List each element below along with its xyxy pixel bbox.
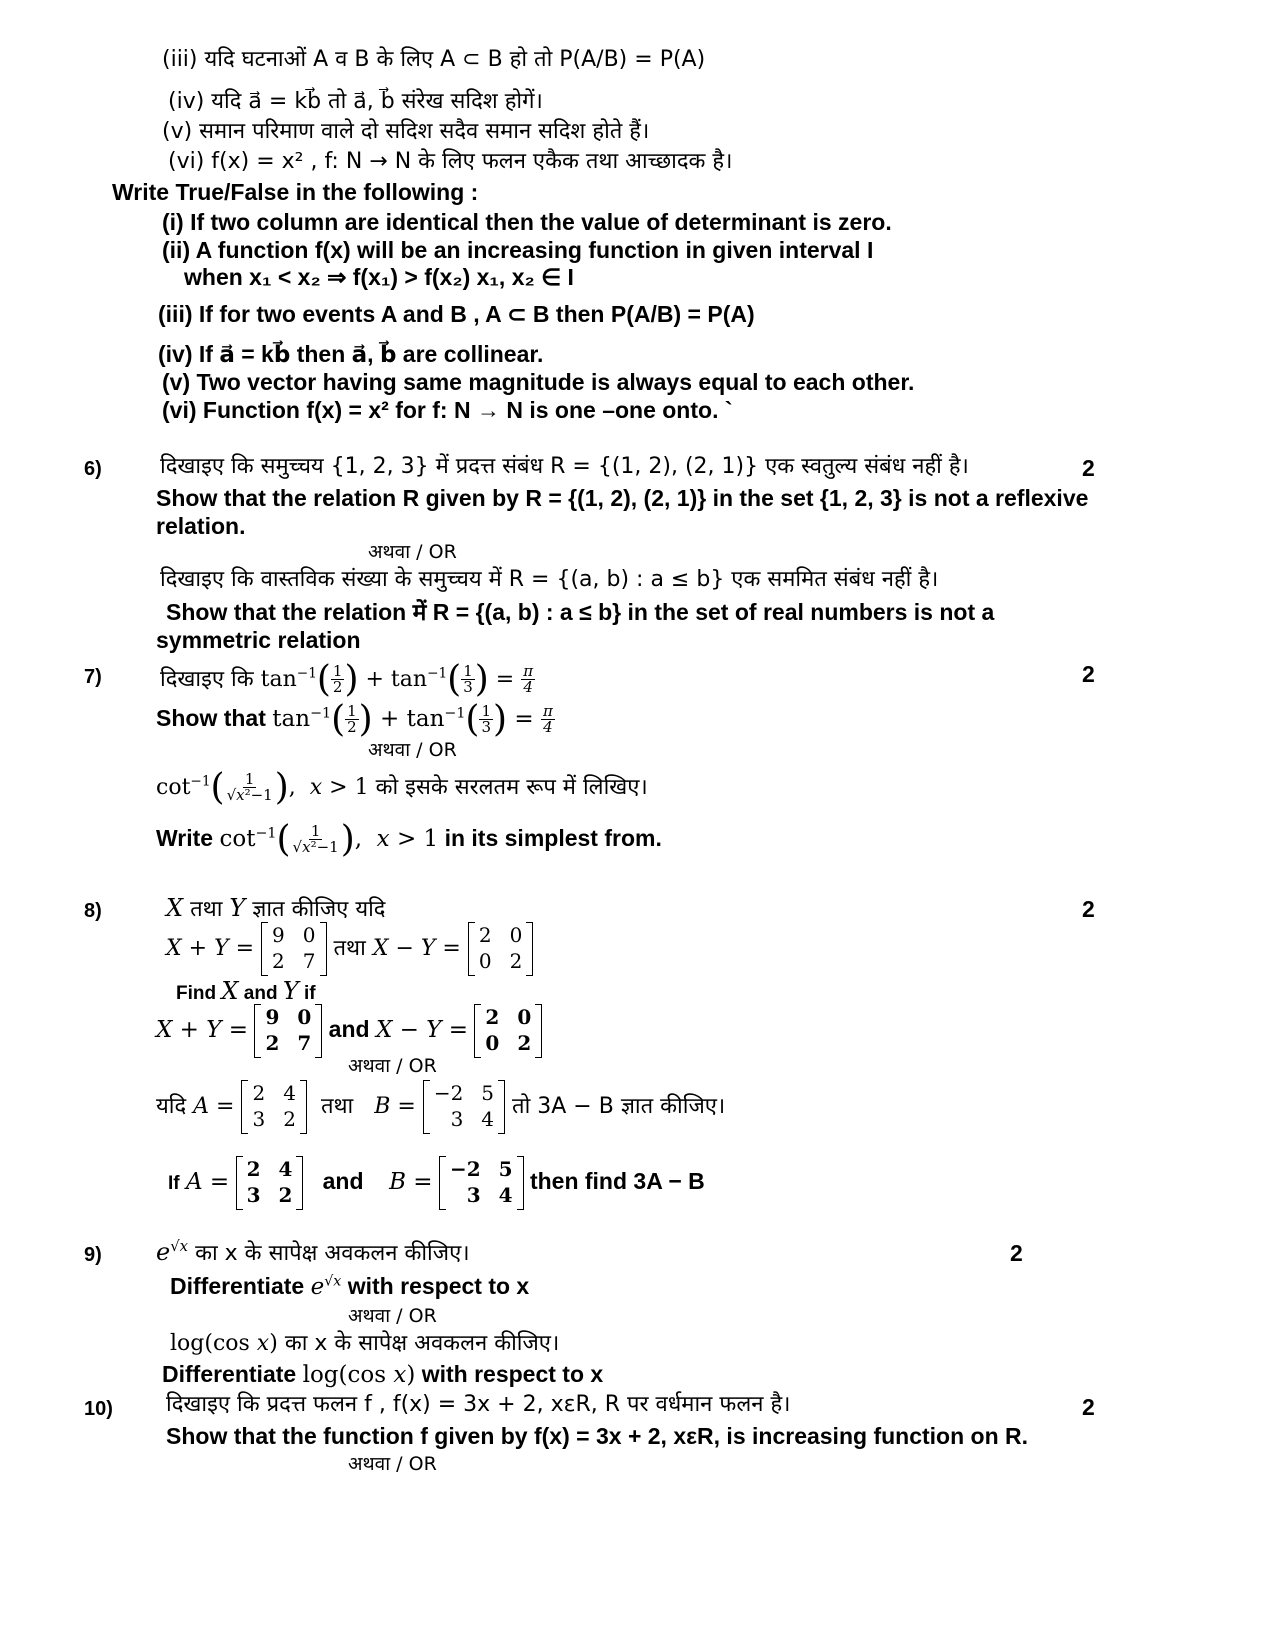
q10-marks: 2	[1082, 1394, 1095, 1420]
q9-english: Differentiate $e^{√x}$ with respect to x	[170, 1273, 530, 1300]
q10-hindi: दिखाइए कि प्रदत्त फलन f , f(x) = 3x + 2, xεR, R पर वर्धमान फलन है।	[166, 1392, 791, 1417]
q10-or-label: अथवा / OR	[348, 1453, 437, 1475]
q6-alt-english-line1: Show that the relation में R = {(a, b) : a ≤ b} in the set of real numbers is not a	[166, 599, 995, 625]
q7-alt-english-suffix: in its simplest from.	[444, 824, 662, 851]
q8-number: 8)	[84, 900, 102, 922]
tf-en-iv: (iv) If a⃗ = kb⃗ then a⃗, b⃗ are collinear.	[158, 341, 544, 367]
q9-or-label: अथवा / OR	[348, 1305, 437, 1327]
q9-hindi: $e^{√x}$ का x के सापेक्ष अवकलन कीजिए।	[156, 1237, 470, 1266]
tf-hindi-v: (v) समान परिमाण वाले दो सदिश सदैव समान सदिश होते हैं।	[162, 119, 650, 144]
tf-en-vi: (vi) Function f(x) = x² for f: N → N is one –one onto. `	[162, 397, 733, 423]
q7-marks: 2	[1082, 661, 1095, 687]
q9-hindi-text: का x के सापेक्ष अवकलन कीजिए।	[195, 1241, 470, 1266]
q6-alt-hindi: दिखाइए कि वास्तविक संख्या के समुच्चय में R = {(a, b) : a ≤ b} एक सममित संबंध नहीं है।	[160, 567, 939, 592]
q8-hindi-and: तथा	[333, 936, 366, 961]
q7-number: 7)	[84, 666, 102, 688]
q6-or-label: अथवा / OR	[368, 541, 457, 563]
q7-english-equation: $\tan^{-1}$( $\frac{1}{2}$ ) + $\tan^{-1}$( $\frac{1}{3}$ ) = $\frac{\pi}{4}$	[272, 699, 553, 740]
q7-alt-english-prefix: Write	[156, 824, 214, 851]
q8-hindi-title: X तथा Y ज्ञात कीजिए यदि	[166, 894, 386, 922]
q7-alt-hindi-suffix: को इसके सरलतम रूप में लिखिए।	[375, 774, 648, 800]
q8-alt-english-if: If	[168, 1173, 180, 1195]
q8-alt-hindi-if: यदि	[156, 1094, 187, 1119]
q7-hindi-prefix: दिखाइए कि	[160, 666, 254, 692]
q8-english-title: Find X and Y if	[176, 977, 316, 1005]
q7-alt-hindi	[156, 768, 648, 808]
q8-english-find: Find	[176, 983, 217, 1004]
matrix-b-hi: −2 5 3 4	[423, 1080, 505, 1134]
q8-english-and: and	[243, 983, 278, 1004]
q8-alt-english: If A = 2 4 3 2 and B = −2 5 3 4 then find 3A − B	[168, 1156, 705, 1210]
tf-en-v: (v) Two vector having same magnitude is always equal to each other.	[162, 369, 915, 395]
tf-en-ii-b: when x₁ < x₂ ⇒ f(x₁) > f(x₂) x₁, x₂ ∈ I	[184, 264, 574, 290]
q9-alt-hindi-text: का x के सापेक्ष अवकलन कीजिए।	[284, 1331, 560, 1356]
q7-alt-english	[156, 820, 662, 860]
q8-english-if: if	[303, 983, 316, 1004]
q9-alt-english-prefix: Differentiate	[162, 1361, 297, 1387]
q8-marks: 2	[1082, 896, 1095, 922]
q8-hindi-title-end: ज्ञात कीजिए यदि	[252, 897, 386, 922]
q8-alt-hindi-end: तो 3A − B ज्ञात कीजिए।	[512, 1094, 726, 1119]
matrix-b-en: −2 5 3 4	[439, 1156, 524, 1210]
matrix-sum-hi: 9 0 2 7	[261, 922, 326, 976]
q7-hindi-equation: $\tan^{-1}$( $\frac{1}{2}$ ) + $\tan^{-1}$( $\frac{1}{3}$ ) = $\frac{\pi}{4}$	[260, 659, 534, 700]
tf-hindi-iv: (iv) यदि a⃗ = kb⃗ तो a⃗, b⃗ संरेख सदिश होगें।	[168, 89, 543, 114]
q10-number: 10)	[84, 1398, 113, 1420]
q9-alt-english-suffix: with respect to x	[421, 1361, 604, 1387]
tf-en-iii: (iii) If for two events A and B , A ⊂ B then P(A/B) = P(A)	[158, 301, 755, 327]
q8-hindi-equations: X + Y = 9 0 2 7 तथा X − Y = 2 0 0 2	[166, 922, 533, 976]
q7-alt-english-expression: $\cot^{-1}$( $\frac{1}{\text{√x²−1}}$ ), x > 1	[219, 819, 439, 860]
q9-alt-english: Differentiate log(cos x) with respect to x	[162, 1361, 604, 1388]
q7-english-prefix: Show that	[156, 704, 266, 731]
q6-english-line1: Show that the relation R given by R = {(1, 2), (2, 1)} in the set {1, 2, 3} is not a reflexive	[156, 485, 1089, 511]
q6-alt-english-line2: symmetric relation	[156, 627, 361, 653]
q6-english-line2: relation.	[156, 513, 246, 539]
q8-english-equations: X + Y = 9 0 2 7 and X − Y = 2 0 0 2	[156, 1004, 542, 1058]
tf-hindi-iii: (iii) यदि घटनाओं A व B के लिए A ⊂ B हो तो P(A/B) = P(A)	[162, 47, 706, 72]
q9-number: 9)	[84, 1244, 102, 1266]
q8-hindi-title-and: तथा	[190, 897, 223, 922]
tf-en-i: (i) If two column are identical then the value of determinant is zero.	[162, 209, 892, 235]
q6-marks: 2	[1082, 455, 1095, 481]
q7-or-label: अथवा / OR	[368, 739, 457, 761]
q7-english	[156, 700, 555, 740]
tf-hindi-vi: (vi) f(x) = x² , f: N → N के लिए फलन एकैक तथा आच्छादक है।	[168, 149, 733, 174]
q8-alt-hindi-and: तथा	[320, 1094, 354, 1119]
q9-alt-hindi: log(cos x) का x के सापेक्ष अवकलन कीजिए।	[170, 1331, 560, 1356]
q7-alt-hindi-expression: $\cot^{-1}$( $\frac{1}{\text{√x²−1}}$ ), x > 1	[156, 767, 369, 808]
matrix-a-hi: 2 4 3 2	[241, 1080, 306, 1134]
tf-heading: Write True/False in the following :	[112, 179, 479, 205]
q9-english-suffix: with respect to x	[347, 1273, 530, 1299]
matrix-diff-en: 2 0 0 2	[474, 1004, 542, 1058]
q6-number: 6)	[84, 458, 102, 480]
matrix-a-en: 2 4 3 2	[236, 1156, 304, 1210]
q8-or-label: अथवा / OR	[348, 1055, 437, 1077]
q7-hindi	[160, 660, 535, 700]
q8-alt-hindi: यदि A = 2 4 3 2 तथा B = −2 5 3 4 तो 3A − B ज्ञात कीजिए।	[156, 1080, 725, 1134]
tf-en-ii-a: (ii) A function f(x) will be an increasing function in given interval I	[162, 237, 874, 263]
q8-alt-english-end: then find 3A − B	[529, 1168, 705, 1195]
matrix-sum-en: 9 0 2 7	[254, 1004, 322, 1058]
q8-alt-english-and: and	[322, 1168, 364, 1195]
matrix-diff-hi: 2 0 0 2	[468, 922, 533, 976]
q9-english-prefix: Differentiate	[170, 1273, 305, 1299]
q8-english-and2: and	[328, 1016, 370, 1043]
q9-marks: 2	[1010, 1240, 1023, 1266]
q10-english: Show that the function f given by f(x) = 3x + 2, xεR, is increasing function on R.	[166, 1423, 1029, 1449]
q6-hindi: दिखाइए कि समुच्चय {1, 2, 3} में प्रदत्त संबंध R = {(1, 2), (2, 1)} एक स्वतुल्य संबंध नहीं है।	[160, 454, 969, 479]
